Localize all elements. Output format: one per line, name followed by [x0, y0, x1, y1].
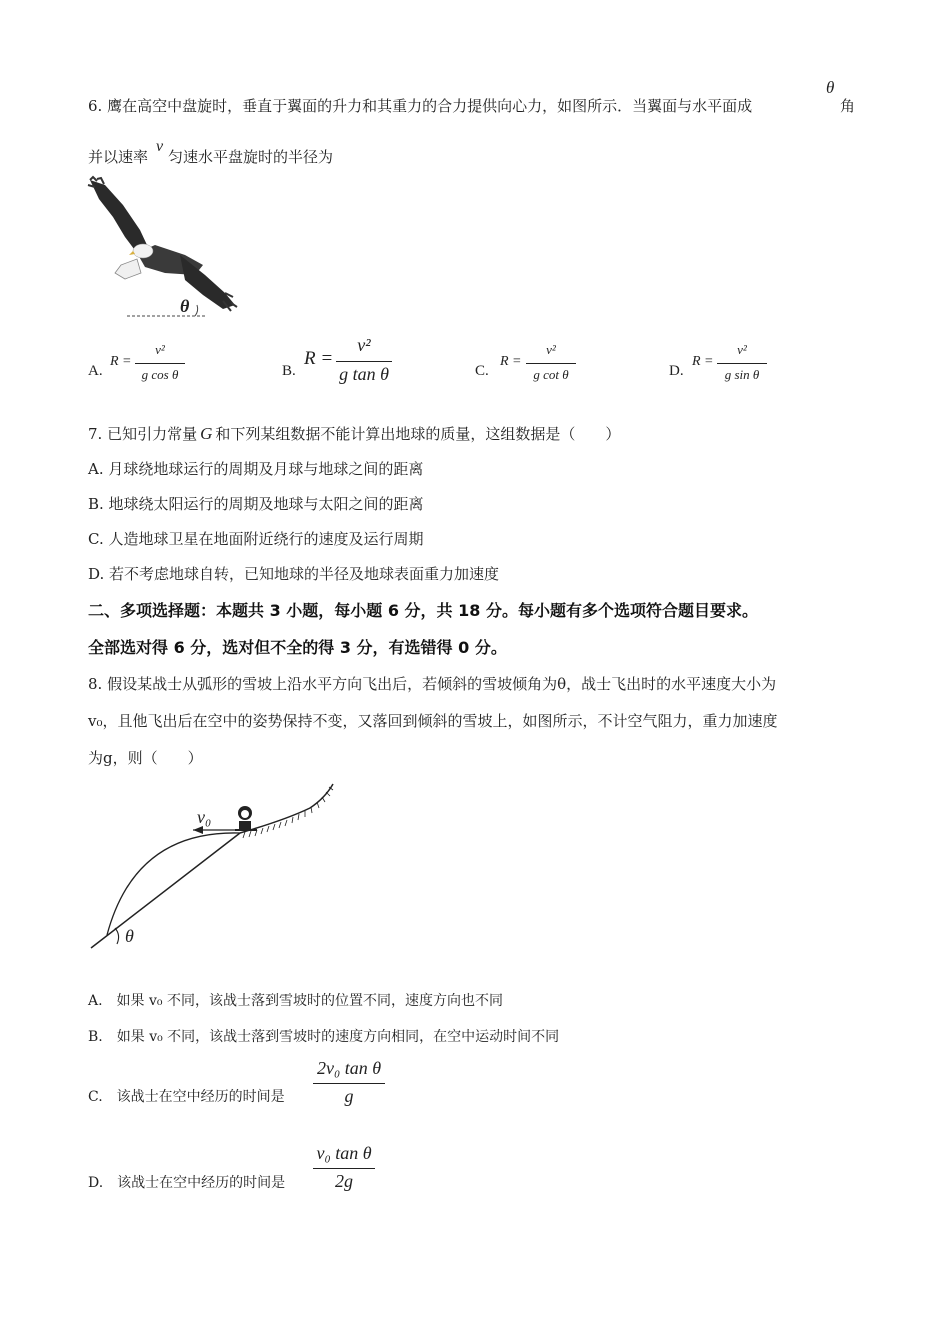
q8-option-c-bar: [313, 1083, 385, 1084]
section2-heading-line1: 二、多项选择题：本题共 3 小题，每小题 6 分，共 18 分。每小题有多个选项符合题目要求。: [88, 601, 758, 620]
q6-line1-text: 6. 鹰在高空中盘旋时，垂直于翼面的升力和其重力的合力提供向心力，如图所示．当翼面与水平面成: [88, 97, 753, 115]
q6-option-d-num: v²: [737, 342, 747, 357]
q6-option-b-label[interactable]: B.: [282, 363, 296, 379]
q6-line1: [88, 95, 752, 116]
q7-stem-post: 和下列某组数据不能计算出地球的质量，这组数据是（ ）: [215, 425, 621, 443]
q7-option-a[interactable]: A. 月球绕地球运行的周期及月球与地球之间的距离: [88, 460, 424, 478]
q6-option-b-fraction: [336, 333, 392, 389]
q7-stem-pre: 7. 已知引力常量: [88, 425, 198, 443]
eagle-theta-label: θ: [180, 296, 190, 316]
q7-option-c[interactable]: C. 人造地球卫星在地面附近绕行的速度及运行周期: [88, 530, 424, 548]
q6-option-a-label[interactable]: A.: [88, 363, 103, 379]
q7-option-b[interactable]: B. 地球绕太阳运行的周期及地球与太阳之间的距离: [88, 495, 424, 513]
q6-option-c-lhs: R =: [500, 354, 522, 369]
q7-G-symbol: G: [200, 424, 213, 443]
q6-option-b-num: v²: [357, 335, 371, 355]
q6-line2-end: 匀速水平盘旋时的半径为: [168, 148, 334, 166]
q6-option-c-fraction: [526, 340, 576, 388]
section2-heading-line2: 全部选对得 6 分，选对但不全的得 3 分，有选错得 0 分。: [88, 638, 507, 657]
q8-line2: v₀，且他飞出后在空中的姿势保持不变，又落回到倾斜的雪坡上，如图所示，不计空气阻力，重力加速度: [88, 712, 778, 730]
q6-option-d-den: g sin θ: [724, 367, 760, 382]
q6-option-a-bar: [135, 363, 185, 364]
q8-option-c-text[interactable]: C. 该战士在空中经历的时间是: [88, 1089, 285, 1105]
q6-v-symbol: v: [156, 138, 164, 155]
q8-line1: 8. 假设某战士从弧形的雪坡上沿水平方向飞出后，若倾斜的雪坡倾角为θ，战士飞出时的水平速度大小为: [88, 675, 777, 693]
q8-option-c-fraction: [313, 1058, 385, 1110]
q8-option-d-fraction: [313, 1143, 375, 1195]
q8-option-c-den: g: [344, 1086, 354, 1106]
q8-option-a[interactable]: A. 如果 v₀ 不同，该战士落到雪坡时的位置不同，速度方向也不同: [88, 993, 503, 1009]
q6-line1-end: 角: [840, 97, 856, 115]
q8-option-d-text[interactable]: D. 该战士在空中经历的时间是: [88, 1175, 286, 1191]
q8-option-d-num: v₀ tan θ: [316, 1143, 372, 1163]
q6-option-d-bar: [717, 363, 767, 364]
q8-option-d-den: 2g: [335, 1171, 353, 1191]
q7-stem: [88, 423, 620, 444]
q8-line3: 为g，则（ ）: [88, 749, 203, 767]
q6-option-a-fraction: [135, 340, 185, 388]
q6-line2: [88, 146, 148, 167]
ski-jump-figure: [85, 780, 345, 955]
q6-option-d-lhs: R =: [692, 354, 714, 369]
q6-option-c-den: g cot θ: [533, 367, 569, 382]
q6-option-a-lhs: R =: [110, 354, 132, 369]
ski-jump-diagram: [85, 780, 345, 955]
q6-line2-start: 并以速率: [88, 148, 149, 166]
ski-v0-label: v₀: [197, 807, 212, 827]
eagle-figure: [85, 175, 245, 325]
q8-option-c-num: 2v₀ tan θ: [316, 1058, 382, 1078]
q6-theta-symbol: θ: [826, 78, 835, 97]
q6-option-c-bar: [526, 363, 576, 364]
q6-option-c-num: v²: [546, 342, 556, 357]
q6-option-a-num: v²: [155, 342, 165, 357]
q6-option-d-fraction: [717, 340, 767, 388]
q6-option-b-lhs: R =: [304, 348, 334, 369]
q6-option-b-den: g tan θ: [339, 364, 389, 384]
q8-option-b[interactable]: B. 如果 v₀ 不同，该战士落到雪坡时的速度方向相同，在空中运动时间不同: [88, 1029, 560, 1045]
q8-option-d-bar: [313, 1168, 375, 1169]
q6-option-c-label[interactable]: C.: [475, 363, 489, 379]
q6-option-d-label[interactable]: D.: [669, 363, 684, 379]
q6-option-b-bar: [336, 361, 392, 362]
ski-theta-label: θ: [125, 926, 134, 946]
q7-option-d[interactable]: D. 若不考虑地球自转，已知地球的半径及地球表面重力加速度: [88, 565, 500, 583]
q6-option-a-den: g cos θ: [141, 367, 179, 382]
eagle-illustration: [85, 175, 245, 325]
